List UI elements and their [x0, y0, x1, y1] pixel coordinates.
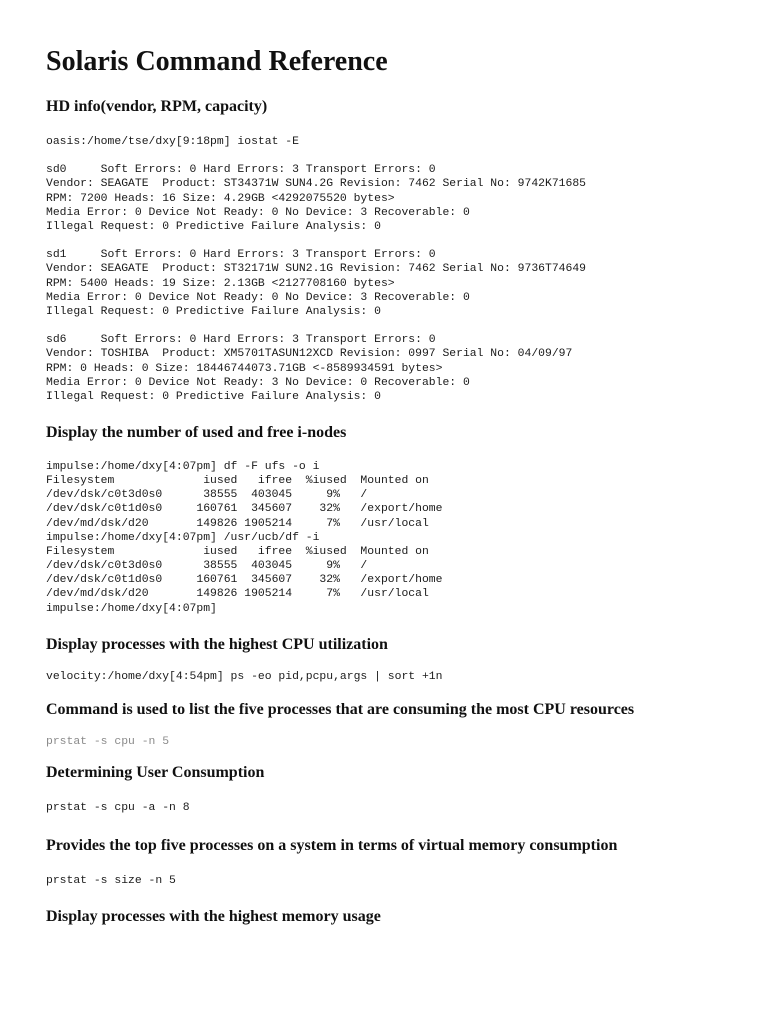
code-block-prstat-cpu: prstat -s cpu -n 5	[46, 736, 170, 748]
code-block-iostat: oasis:/home/tse/dxy[9:18pm] iostat -E sd0 Soft Errors: 0 Hard Errors: 3 Transport Errors: 0 Vendor: SEAGATE Product: ST34371W SUN4.2G Revision: 7462 Serial No: 9742K71685 RPM: 7200 Heads: 16 Size: 4.29GB <4292075520 bytes> Media Error: 0 Device Not Ready: 0 No Device: 3 Recoverable: 0 Illegal Request: 0 Predictive Failure Analysis: 0 sd1 Soft Errors: 0 Hard Errors: 3 Transport Errors: 0 Vendor: SEAGATE Product: ST32171W SUN2.1G Revision: 7462 Serial No: 9736T74649 RPM: 5400 Heads: 19 Size: 2.13GB <2127708160 bytes> Media Error: 0 Device Not Ready: 0 No Device: 3 Recoverable: 0 Illegal Request: 0 Predictive Failure Analysis: 0 sd6 Soft Errors: 0 Hard Errors: 3 Transport Errors: 0 Vendor: TOSHIBA Product: XM5701TASUN12XCD Revision: 0997 Serial No: 04/09/97 RPM: 0 Heads: 0 Size: 18446744073.71GB <-8589934591 bytes> Media Error: 0 Device Not Ready: 3 No Device: 0 Recoverable: 0 Illegal Request: 0 Predictive Failure Analysis: 0	[46, 136, 587, 403]
section-heading-top-cpu-processes: Command is used to list the five processes that are consuming the most CPU resources	[46, 701, 635, 718]
section-heading-memory-usage: Display processes with the highest memory usage	[46, 908, 381, 925]
code-block-ps-sort: velocity:/home/dxy[4:54pm] ps -eo pid,pcpu,args | sort +1n	[46, 671, 443, 683]
section-heading-virtual-memory: Provides the top five processes on a system in terms of virtual memory consumption	[46, 837, 618, 854]
section-heading-user-consumption: Determining User Consumption	[46, 764, 265, 781]
code-block-prstat-size: prstat -s size -n 5	[46, 875, 176, 887]
section-heading-inodes: Display the number of used and free i-nodes	[46, 424, 347, 441]
code-block-df-inodes: impulse:/home/dxy[4:07pm] df -F ufs -o i Filesystem iused ifree %iused Mounted on /dev/dsk/c0t3d0s0 38555 403045 9% / /dev/dsk/c0t1d0s0 160761 345607 32% /export/home /dev/md/dsk/d20 149826 1905214 7% /usr/local impulse:/home/dxy[4:07pm] /usr/ucb/df -i Filesystem iused ifree %iused Mounted on /dev/dsk/c0t3d0s0 38555 403045 9% / /dev/dsk/c0t1d0s0 160761 345607 32% /export/home /dev/md/dsk/d20 149826 1905214 7% /usr/local impulse:/home/dxy[4:07pm]	[46, 461, 443, 615]
section-heading-hd-info: HD info(vendor, RPM, capacity)	[46, 98, 268, 115]
code-block-prstat-user: prstat -s cpu -a -n 8	[46, 802, 190, 814]
section-heading-cpu-utilization: Display processes with the highest CPU utilization	[46, 636, 388, 653]
page-title: Solaris Command Reference	[46, 46, 388, 77]
